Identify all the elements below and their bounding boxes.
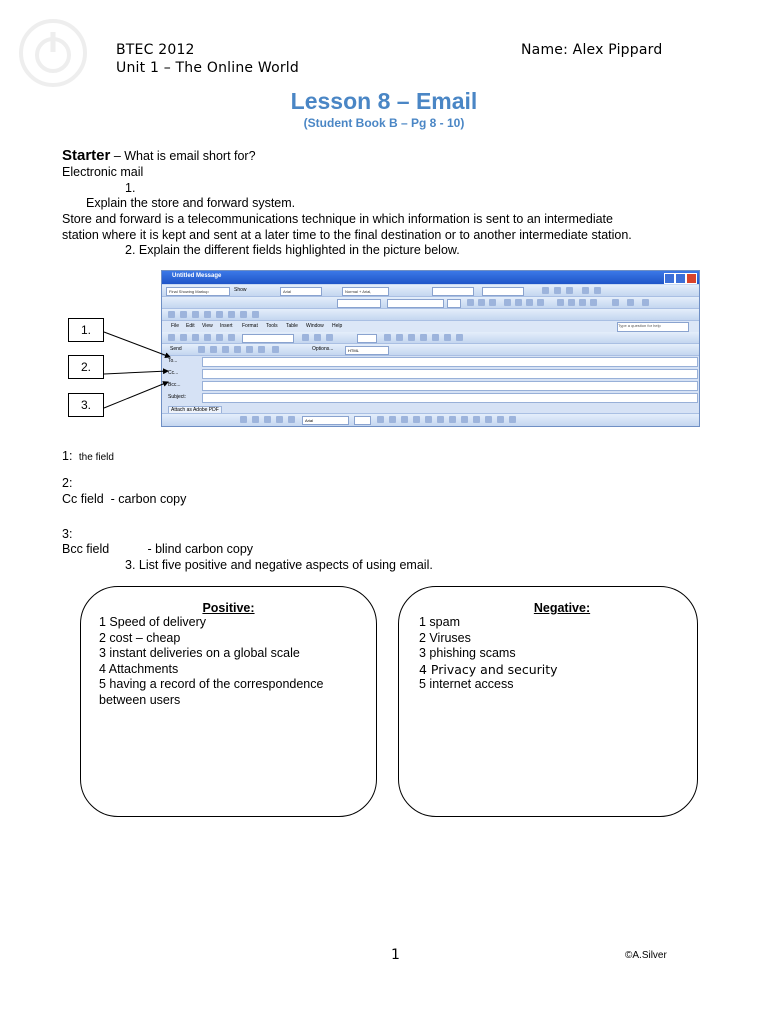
bcc-label: Bcc... <box>168 382 181 388</box>
help-search-box: Type a question for help <box>617 322 689 332</box>
answer-1 <box>62 447 114 465</box>
list-item: 1 Speed of delivery <box>99 615 207 629</box>
page-number: 1 <box>391 947 400 963</box>
menu-table: Table <box>286 323 298 329</box>
cc-label: Cc... <box>168 370 179 376</box>
menu-edit: Edit <box>186 323 195 329</box>
list-item: between users <box>99 692 181 707</box>
q1-answer-line-1: Store and forward is a telecommunications technique in which information is sent to an intermediate <box>62 212 613 226</box>
q2-text: 2. Explain the different fields highlighted in the picture below. <box>125 243 460 257</box>
arrow-1 <box>104 332 170 357</box>
to-label: To... <box>168 358 178 364</box>
answer-3-text: Bcc field - blind carbon copy <box>62 542 254 556</box>
answer-3-label: 3: <box>62 527 73 541</box>
callout-1: 1. <box>68 318 104 342</box>
positive-heading: Positive: <box>202 601 255 615</box>
show-menu: Show <box>234 287 247 293</box>
page-subtitle: (Student Book B – Pg 8 - 10) <box>303 116 465 130</box>
list-item: 5 internet access <box>419 677 514 692</box>
bottom-format-toolbar: Arial <box>162 413 699 427</box>
arrow-3 <box>104 382 168 408</box>
list-item: 3 phishing scams <box>419 646 516 661</box>
q3-text: 3. List five positive and negative aspects of using email. <box>125 558 433 572</box>
answer-1-label: 1: <box>62 449 73 463</box>
positive-box <box>80 586 377 817</box>
list-item: 4 Privacy and security <box>419 661 558 677</box>
menu-insert: Insert <box>220 323 233 329</box>
negative-list <box>419 615 697 693</box>
starter-question-text: – What is email short for? <box>110 149 256 163</box>
callout-2: 2. <box>68 355 104 379</box>
course-label: BTEC 2012 <box>116 42 195 58</box>
options-button: Options... <box>312 346 334 352</box>
q1-answer-line-2: station where it is kept and sent at a later time to the final destination or to another intermediate station. <box>62 228 632 242</box>
menu-format: Format <box>242 323 258 329</box>
list-item: 2 cost – cheap <box>99 630 181 645</box>
menu-tools: Tools <box>266 323 278 329</box>
window-title: Untitled Message <box>172 273 222 279</box>
attach-pdf-button: Attach as Adobe PDF <box>168 406 222 414</box>
answer-1-text: the field <box>78 452 114 463</box>
copyright: ©A.Silver <box>625 950 667 961</box>
menu-help: Help <box>332 323 343 329</box>
student-name: Name: Alex Pippard <box>521 42 663 58</box>
starter-label: Starter <box>62 147 111 164</box>
menu-file: File <box>171 323 180 329</box>
answer-2-text: Cc field - carbon copy <box>62 492 187 506</box>
arrow-2 <box>104 371 168 374</box>
list-item: 5 having a record of the correspondence <box>99 677 324 692</box>
negative-box <box>398 586 698 817</box>
review-toolbar: Final Showing Markup Show Arial Normal + Arial, <box>162 285 699 297</box>
starter-answer: Electronic mail <box>62 165 144 179</box>
q1-text: Explain the store and forward system. <box>86 196 296 210</box>
q1-number: 1. <box>125 181 136 195</box>
markup-dropdown: Final Showing Markup <box>169 289 209 294</box>
list-item: 4 Attachments <box>99 661 179 676</box>
unit-label: Unit 1 – The Online World <box>116 60 299 76</box>
list-item: 3 instant deliveries on a global scale <box>99 646 300 661</box>
answer-2-label: 2: <box>62 476 73 490</box>
subject-label: Subject: <box>168 394 187 400</box>
positive-list <box>99 615 376 709</box>
page-title: Lesson 8 – Email <box>290 88 478 114</box>
list-item: 2 Viruses <box>419 630 471 645</box>
menu-window: Window <box>306 323 324 329</box>
menu-view: View <box>202 323 213 329</box>
list-item: 1 spam <box>419 615 460 629</box>
negative-heading: Negative: <box>533 601 591 615</box>
callout-3: 3. <box>68 393 104 417</box>
format-select: HTML <box>348 348 359 353</box>
send-button: Send <box>170 346 182 352</box>
